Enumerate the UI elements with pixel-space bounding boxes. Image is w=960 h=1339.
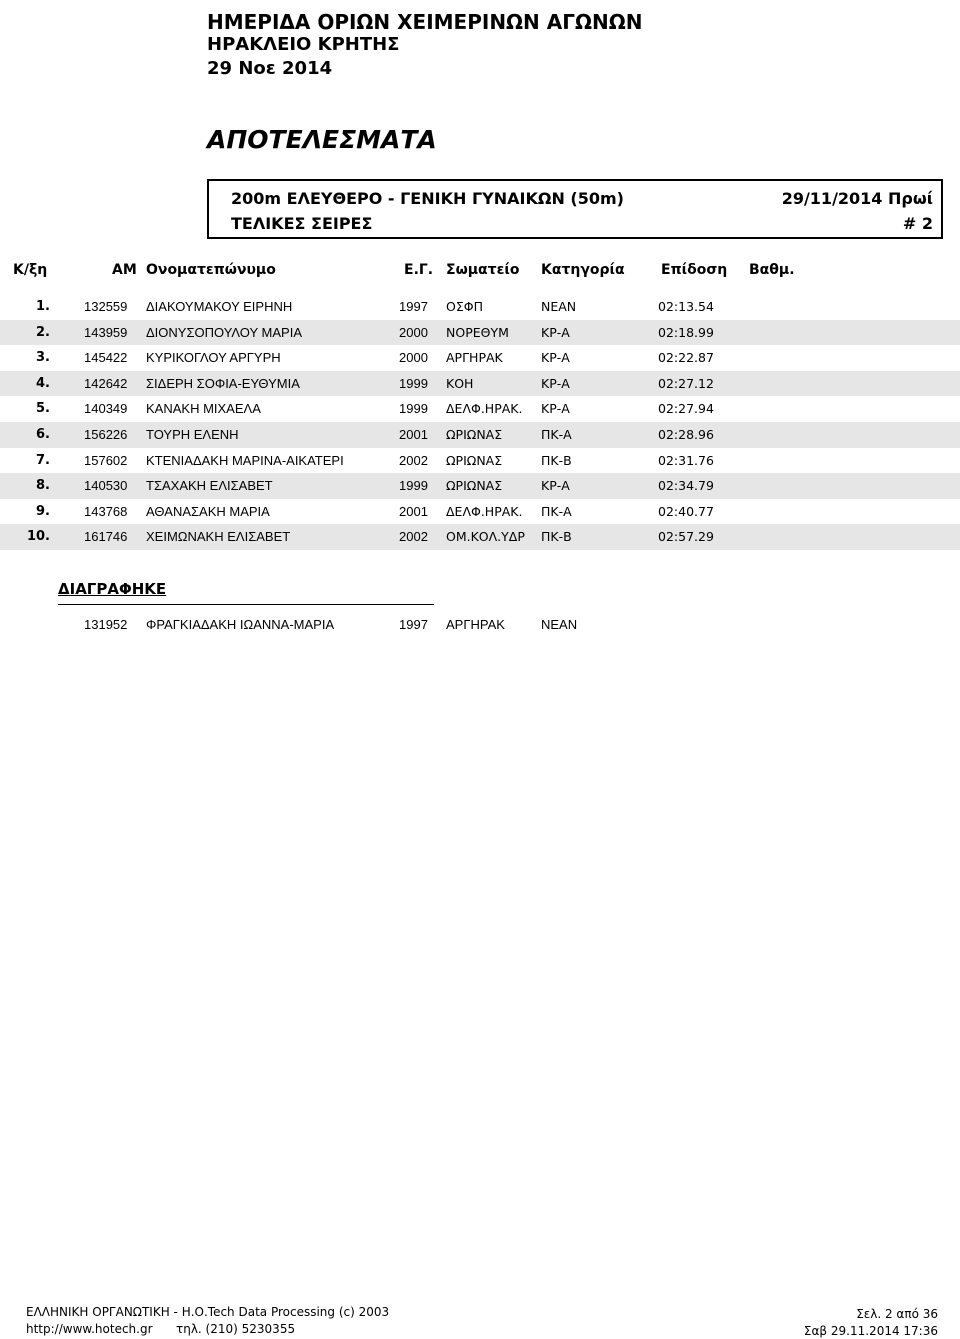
result-name-cell: ΤΟΥΡΗ ΕΛΕΝΗ xyxy=(146,427,239,442)
result-am-cell: 140530 xyxy=(84,478,128,494)
result-year-cell: 2002 xyxy=(399,452,428,468)
result-rank-cell: 2. xyxy=(36,324,50,340)
result-name-cell: ΑΘΑΝΑΣΑΚΗ ΜΑΡΙΑ xyxy=(146,503,270,519)
result-rank-cell: 10. xyxy=(26,529,50,545)
result-row xyxy=(0,499,960,525)
result-am-cell: 156226 xyxy=(84,427,128,442)
result-name-cell: ΔΙΑΚΟΥΜΑΚΟΥ ΕΙΡΗΝΗ xyxy=(146,299,293,314)
result-year-cell: 2001 xyxy=(399,503,428,519)
footer-company: ΕΛΛΗΝΙΚΗ ΟΡΓΑΝΩΤΙΚΗ - Η.Ο.Tech Data Processing (c) 2003 xyxy=(26,1305,390,1319)
result-am-cell: 143959 xyxy=(84,324,128,340)
race-session: 29/11/2014 Πρωί xyxy=(781,189,933,208)
disqualified-year-cell: 1997 xyxy=(399,617,428,632)
col-header-category: Κατηγορία xyxy=(541,262,625,278)
disqualified-row xyxy=(0,612,960,638)
result-name-cell: ΧΕΙΜΩΝΑΚΗ ΕΛΙΣΑΒΕΤ xyxy=(146,529,291,545)
result-row xyxy=(0,345,960,371)
result-row xyxy=(0,294,960,320)
result-name-cell: ΚΤΕΝΙΑΔΑΚΗ ΜΑΡΙΝΑ-ΑΙΚΑΤΕΡΙ xyxy=(146,452,344,468)
result-rank-cell: 7. xyxy=(36,452,50,468)
result-club-cell: ΚΟΗ xyxy=(446,375,474,391)
result-row xyxy=(0,448,960,474)
result-perf-cell: 02:40.77 xyxy=(658,503,714,519)
col-header-points: Βαθμ. xyxy=(749,262,795,278)
result-row xyxy=(0,524,960,550)
footer-page: Σελ. 2 από 36 xyxy=(856,1307,938,1321)
result-name-cell: ΚΥΡΙΚΟΓΛΟΥ ΑΡΓΥΡΗ xyxy=(146,350,281,366)
result-cat-cell: ΠΚ-Α xyxy=(541,503,572,519)
result-cat-cell: ΠΚ-Β xyxy=(541,529,572,545)
race-info-box xyxy=(207,179,943,239)
result-club-cell: ΝΟΡΕΘΥΜ xyxy=(446,324,509,340)
result-perf-cell: 02:13.54 xyxy=(658,299,714,314)
result-year-cell: 1999 xyxy=(399,375,428,391)
result-rank-cell: 8. xyxy=(36,478,50,494)
result-club-cell: ΔΕΛΦ.ΗΡΑΚ. xyxy=(446,503,523,519)
result-am-cell: 142642 xyxy=(84,375,128,391)
result-year-cell: 2000 xyxy=(399,324,428,340)
disqualified-heading: ΔΙΑΓΡΑΦΗΚΕ xyxy=(58,580,167,598)
result-am-cell: 132559 xyxy=(84,299,128,314)
result-perf-cell: 02:31.76 xyxy=(658,452,714,468)
result-row xyxy=(0,371,960,397)
result-name-cell: ΤΣΑΧΑΚΗ ΕΛΙΣΑΒΕΤ xyxy=(146,478,273,494)
result-rank-cell: 5. xyxy=(36,401,50,417)
event-location: ΗΡΑΚΛΕΙΟ ΚΡΗΤΗΣ xyxy=(207,34,400,55)
result-year-cell: 2002 xyxy=(399,529,428,545)
result-row xyxy=(0,320,960,346)
result-perf-cell: 02:27.12 xyxy=(658,375,714,391)
result-perf-cell: 02:27.94 xyxy=(658,401,714,417)
result-am-cell: 143768 xyxy=(84,503,128,519)
result-am-cell: 157602 xyxy=(84,452,128,468)
result-row xyxy=(0,473,960,499)
result-am-cell: 145422 xyxy=(84,350,128,366)
result-year-cell: 2000 xyxy=(399,350,428,366)
result-perf-cell: 02:57.29 xyxy=(658,529,714,545)
col-header-am: ΑΜ xyxy=(112,262,137,278)
result-cat-cell: ΠΚ-Β xyxy=(541,452,572,468)
result-year-cell: 1997 xyxy=(399,299,428,314)
footer-phone: τηλ. (210) 5230355 xyxy=(176,1322,296,1336)
event-title: ΗΜΕΡΙΔΑ ΟΡΙΩΝ ΧΕΙΜΕΡΙΝΩΝ ΑΓΩΝΩΝ xyxy=(207,10,643,34)
result-cat-cell: ΠΚ-Α xyxy=(541,427,572,442)
result-am-cell: 140349 xyxy=(84,401,128,417)
result-rank-cell: 9. xyxy=(36,503,50,519)
result-club-cell: ΟΜ.ΚΟΛ.ΥΔΡ xyxy=(446,529,525,545)
result-club-cell: ΟΣΦΠ xyxy=(446,299,483,314)
col-header-club: Σωματείο xyxy=(446,262,520,278)
results-heading: ΑΠΟΤΕΛΕΣΜΑΤΑ xyxy=(207,125,437,154)
result-club-cell: ΩΡΙΩΝΑΣ xyxy=(446,478,503,494)
result-name-cell: ΔΙΟΝΥΣΟΠΟΥΛΟΥ ΜΑΡΙΑ xyxy=(146,324,303,340)
race-stage: ΤΕΛΙΚΕΣ ΣΕΙΡΕΣ xyxy=(231,214,373,233)
result-perf-cell: 02:18.99 xyxy=(658,324,714,340)
result-cat-cell: ΝΕΑΝ xyxy=(541,299,577,314)
result-cat-cell: ΚΡ-Α xyxy=(541,324,570,340)
result-rank-cell: 1. xyxy=(36,299,50,314)
result-year-cell: 1999 xyxy=(399,478,428,494)
result-rank-cell: 3. xyxy=(36,350,50,366)
result-club-cell: ΩΡΙΩΝΑΣ xyxy=(446,452,503,468)
event-date: 29 Νοε 2014 xyxy=(207,58,333,79)
result-rank-cell: 4. xyxy=(36,375,50,391)
result-cat-cell: ΚΡ-Α xyxy=(541,401,570,417)
col-header-performance: Επίδοση xyxy=(661,262,728,278)
result-rank-cell: 6. xyxy=(36,427,50,442)
result-club-cell: ΩΡΙΩΝΑΣ xyxy=(446,427,503,442)
disqualified-club-cell: ΑΡΓΗΡΑΚ xyxy=(446,617,505,632)
result-year-cell: 2001 xyxy=(399,427,428,442)
col-header-name: Ονοματεπώνυμο xyxy=(146,262,276,278)
result-perf-cell: 02:22.87 xyxy=(658,350,714,366)
col-header-year: Ε.Γ. xyxy=(404,262,434,278)
result-am-cell: 161746 xyxy=(84,529,128,545)
footer-website: http://www.hotech.gr xyxy=(26,1322,153,1336)
result-name-cell: ΣΙΔΕΡΗ ΣΟΦΙΑ-ΕΥΘΥΜΙΑ xyxy=(146,375,300,391)
result-name-cell: ΚΑΝΑΚΗ ΜΙΧΑΕΛΑ xyxy=(146,401,261,417)
col-header-rank: Κ/ξη xyxy=(13,262,48,278)
disqualified-name-cell: ΦΡΑΓΚΙΑΔΑΚΗ ΙΩΑΝΝΑ-ΜΑΡΙΑ xyxy=(146,617,335,632)
disqualified-category-cell: ΝΕΑΝ xyxy=(541,617,578,632)
result-club-cell: ΑΡΓΗΡΑΚ xyxy=(446,350,503,366)
result-cat-cell: ΚΡ-Α xyxy=(541,478,570,494)
result-cat-cell: ΚΡ-Α xyxy=(541,375,570,391)
result-cat-cell: ΚΡ-Α xyxy=(541,350,570,366)
disqualified-am-cell: 131952 xyxy=(84,617,128,632)
race-name: 200m ΕΛΕΥΘΕΡΟ - ΓΕΝΙΚΗ ΓΥΝΑΙΚΩΝ (50m) xyxy=(231,189,624,208)
footer-printed: Σαβ 29.11.2014 17:36 xyxy=(803,1324,938,1338)
result-club-cell: ΔΕΛΦ.ΗΡΑΚ. xyxy=(446,401,523,417)
result-row xyxy=(0,422,960,448)
result-year-cell: 1999 xyxy=(399,401,428,417)
result-perf-cell: 02:34.79 xyxy=(658,478,714,494)
result-perf-cell: 02:28.96 xyxy=(658,427,714,442)
result-row xyxy=(0,396,960,422)
race-number: # 2 xyxy=(902,214,933,233)
disqualified-divider xyxy=(58,604,434,605)
